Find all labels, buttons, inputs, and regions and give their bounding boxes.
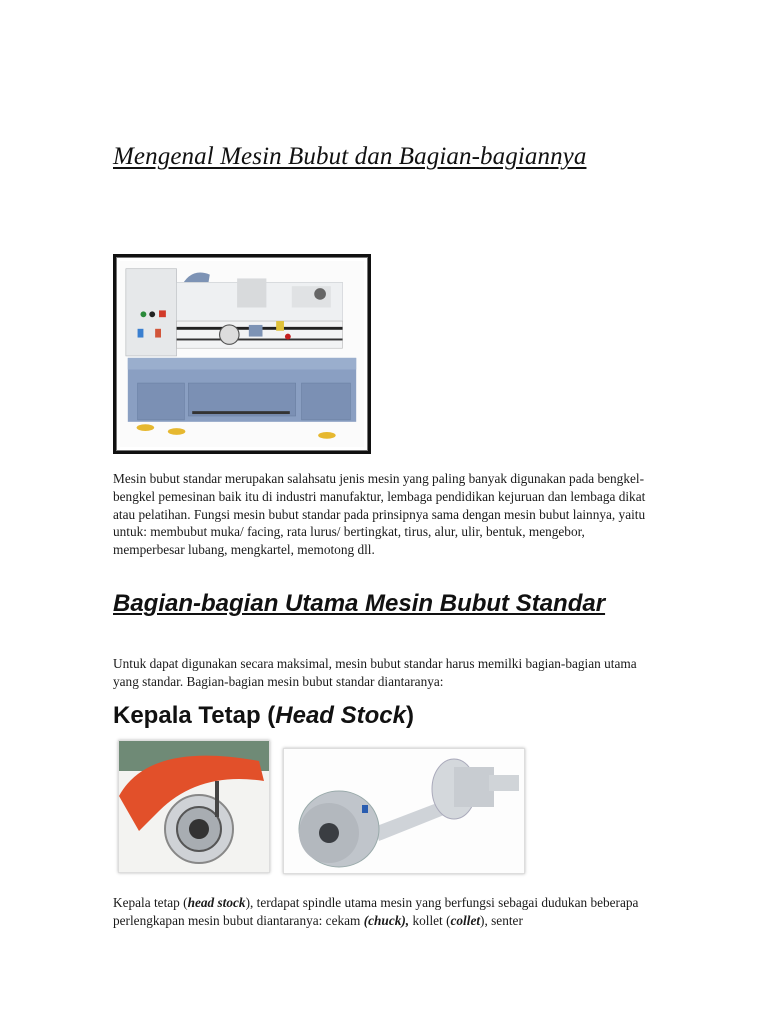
emphasis-chuck: (chuck),: [363, 912, 410, 928]
subsection-heading: [113, 702, 414, 730]
intro-paragraph: Mesin bubut standar merupakan salahsatu jenis mesin yang paling banyak digunakan pada bengkel-bengkel pemesinan baik itu di industri manufaktur, lembaga pendidikan kejuruan dan lembaga dikat atau pelatihan. Fungsi mesin bubut standar pada prinsipnya sama dengan mesin bubut lainnya, yaitu untuk: membubut muka/ facing, rata lurus/ bertingkat, tirus, alur, ulir, bentuk, mengebor, memperbesar lubang, mengkartel, memotong dll.: [113, 471, 646, 558]
lathe-machine-image: [113, 254, 371, 454]
text-segment: ), senter: [480, 912, 523, 928]
text-segment: kollet (: [409, 912, 451, 928]
head-stock-paragraph: [113, 894, 673, 930]
section-paragraph: Untuk dapat digunakan secara maksimal, mesin bubut standar harus memilki bagian-bagian utama yang standar. Bagian-bagian mesin bubut standar diantaranya:: [113, 656, 637, 689]
spindle-chuck-image: [283, 748, 525, 874]
spindle-illustration: [284, 749, 524, 873]
emphasis-collet: collet: [450, 912, 481, 928]
heading-suffix: ): [405, 702, 414, 729]
head-stock-chuck-image: [118, 740, 270, 873]
text-segment: Kepala tetap (: [113, 895, 188, 910]
emphasis-head-stock: head stock: [187, 895, 246, 910]
document-title: Mengenal Mesin Bubut dan Bagian-bagiannya: [113, 143, 587, 170]
text-segment: ), terdapat spindle utama mesin yang berfungsi sebagai dudukan beberapa perlengkapan mesin bubut diantaranya: cekam: [113, 895, 639, 928]
lathe-illustration: [120, 261, 364, 447]
heading-italic: Head Stock: [275, 702, 406, 729]
section-heading: Bagian-bagian Utama Mesin Bubut Standar: [113, 590, 606, 617]
chuck-illustration: [119, 741, 269, 872]
heading-prefix: Kepala Tetap (: [113, 702, 276, 729]
